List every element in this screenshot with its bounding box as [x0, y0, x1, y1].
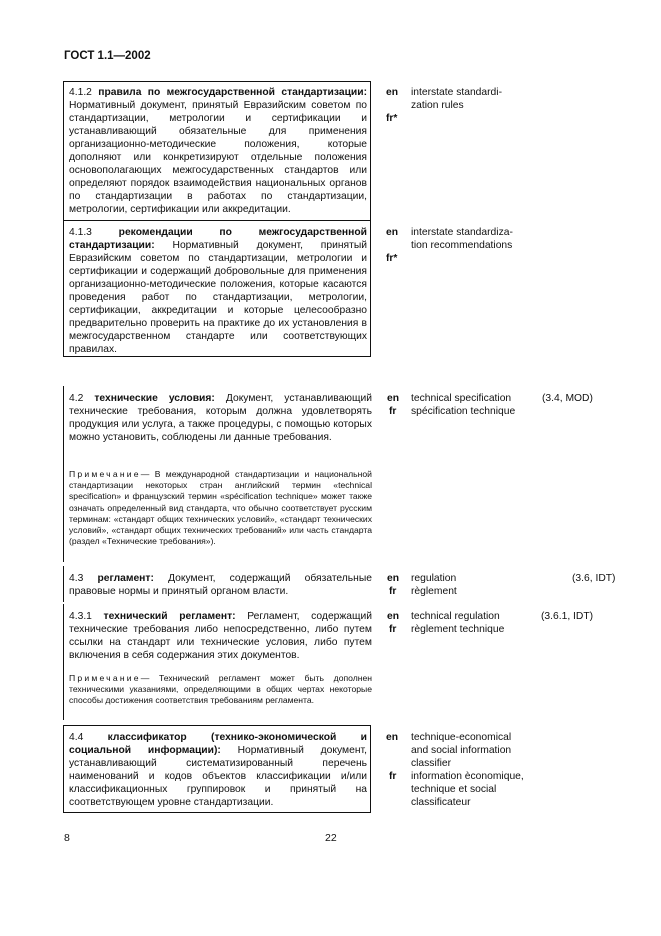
entry-term: классификатор (технико-экономической и социальной информации): — [69, 732, 367, 756]
entry-term: технические условия: — [94, 393, 215, 404]
entry-4-3-1-definition — [69, 610, 372, 662]
change-bar — [63, 604, 64, 720]
page-number-left: 8 — [64, 832, 70, 844]
lang-fr: fr — [389, 624, 397, 635]
page-number-center: 22 — [325, 832, 337, 844]
lang-en: en — [387, 573, 400, 584]
note-text: — В международной стандартизации и национальной стандартизации некоторых стран английский термин «technical specification» и французский термин «spécification technique» может также означать определенный вид стандарта, что обычно соответствует русским терминам: «стандарт общих технических условий», «стандарт технических условий», «стандарт общих технических требований» или часть стандарта (раздел «Технические требования»). — [69, 469, 372, 547]
entry-4-3-1-note — [69, 673, 372, 707]
lang-fr: fr — [389, 406, 397, 417]
change-bar — [63, 566, 64, 602]
source-reference: (3.6.1, IDT) — [541, 611, 594, 622]
entry-term: регламент: — [97, 573, 154, 584]
entry-number: 4.3 — [69, 573, 84, 584]
entry-def: Регламент, содержащий технические требования либо непосредственно, либо путем ссылки на стандарт или технические условия, либо путем включения в себя содержания этих документов. — [69, 611, 372, 661]
lang-en: en — [387, 393, 400, 404]
term-en: technique-economical and social information classifier — [411, 732, 512, 769]
term-fr: information èconomique, technique et social classificateur — [411, 771, 524, 808]
lang-en: en — [386, 87, 399, 98]
entry-number: 4.1.2 — [69, 87, 92, 98]
note-label: Примечание — [69, 469, 141, 479]
entry-def: Нормативный документ, принятый Евразийским советом по стандартизации, метрологии и сертификации и содержащий добровольные для применения организационно-методические положения, которые касаются проведения работ по стандартизации, метрологии, сертификации, аккредитации и которые целесообразно предварительно проверить на практике до их установления в межгосударственном стандарте или соответствующих правилах. — [69, 240, 367, 355]
entry-4-2-note — [69, 469, 372, 547]
term-en: interstate standardi-zation rules — [411, 87, 503, 111]
entry-number: 4.3.1 — [69, 611, 92, 622]
entry-4-1-2-definition — [69, 86, 367, 216]
lang-fr: fr* — [386, 113, 398, 124]
term-fr: règlement — [411, 586, 457, 597]
entry-def: Документ, содержащий обязательные правовые нормы и принятый органом власти. — [69, 573, 372, 597]
term-en: interstate standardiza-tion recommendations — [411, 227, 513, 251]
change-bar — [63, 386, 64, 562]
entry-number: 4.2 — [69, 393, 84, 404]
term-fr: règlement technique — [411, 624, 505, 635]
lang-en: en — [387, 611, 400, 622]
entry-4-2-definition — [69, 392, 372, 444]
source-reference: (3.6, IDT) — [572, 573, 616, 584]
term-en: technical regulation — [411, 611, 500, 622]
term-en: regulation — [411, 573, 457, 584]
source-reference: (3.4, MOD) — [542, 393, 593, 404]
lang-fr: fr — [389, 771, 397, 782]
entry-divider — [63, 220, 371, 221]
lang-en: en — [386, 732, 399, 743]
note-label: Примечание — [69, 673, 141, 683]
entry-number: 4.1.3 — [69, 227, 92, 238]
entry-term: рекомендации по межгосударственной стандартизации: — [69, 227, 367, 251]
document-header: ГОСТ 1.1—2002 — [64, 50, 151, 62]
lang-en: en — [386, 227, 399, 238]
entry-def: Нормативный документ, принятый Евразийским советом по стандартизации, метрологии и сертификации и устанавливающий обязательные для применения организационно-методические положения, которые дополняют или конкретизируют отдельные положения основополагающих межгосударственных стандартов или определяют порядок взаимодействия национальных органов по стандартизации в работах по стандартизации, метрологии, сертификации или аккредитации. — [69, 100, 367, 215]
entry-number: 4.4 — [69, 732, 84, 743]
entry-4-3-definition — [69, 572, 372, 598]
term-en: technical specification — [411, 393, 512, 404]
lang-fr: fr* — [386, 253, 398, 264]
entry-term: технический регламент: — [103, 611, 236, 622]
entry-def: Документ, устанавливающий технические требования, которым должна удовлетворять продукция или услуга, а также процедуры, с помощью которых можно установить, соблюдены ли данные требования. — [69, 393, 373, 443]
entry-def: Нормативный документ, устанавливающий систематизированный перечень наименований и кодов объектов классификации и/или классификационных группировок и принятый на соответствующем уровне стандартизации. — [69, 745, 367, 808]
entry-term: правила по межгосударственной стандартизации: — [98, 87, 367, 98]
lang-fr: fr — [389, 586, 397, 597]
term-fr: spécification technique — [411, 406, 516, 417]
note-text: — Технический регламент может быть дополнен техническими указаниями, определяющими в общих чертах некоторые способы достижения соответствия требованиям регламента. — [69, 673, 372, 706]
entry-4-4-definition — [69, 731, 367, 809]
entry-4-1-3-definition — [69, 226, 367, 356]
